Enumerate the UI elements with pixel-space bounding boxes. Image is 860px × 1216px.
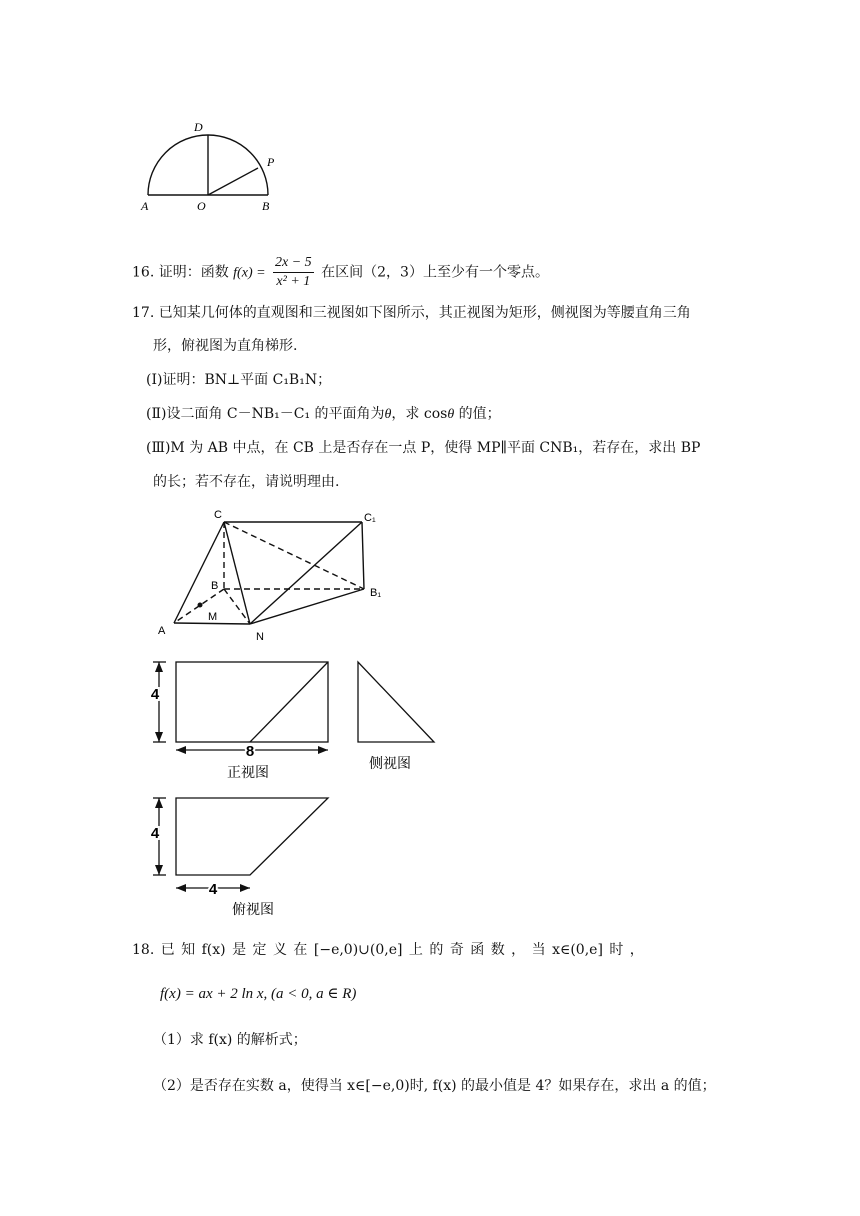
label-a: A bbox=[141, 199, 149, 213]
fraction-denominator: x² + 1 bbox=[276, 274, 311, 289]
function-name: f(x) = bbox=[233, 265, 266, 281]
question-17-part-3-cont: 的长；若不存在，请说明理由. bbox=[153, 474, 340, 490]
label-b1: B₁ bbox=[370, 587, 382, 599]
label-m: M bbox=[208, 611, 218, 623]
question-18-part-1: （1）求 f(x) 的解析式； bbox=[153, 1032, 307, 1048]
top-view bbox=[150, 798, 328, 888]
side-view-caption: 侧视图 bbox=[369, 756, 411, 772]
theta-symbol: θ bbox=[447, 407, 455, 422]
label-d: D bbox=[194, 120, 203, 134]
question-text: ，求 cos bbox=[391, 406, 448, 422]
front-view-caption: 正视图 bbox=[227, 765, 269, 781]
question-17-line-2: 形，俯视图为直角梯形. bbox=[153, 338, 298, 354]
question-text: (Ⅱ)设二面角 C－NB₁－C₁ 的平面角为 bbox=[146, 406, 385, 422]
label-c: C bbox=[214, 509, 222, 521]
point-m bbox=[198, 603, 203, 608]
question-number: 16. bbox=[132, 264, 155, 281]
fraction-numerator: 2x − 5 bbox=[273, 254, 314, 273]
top-width-label: 4 bbox=[208, 881, 218, 898]
front-width-label: 8 bbox=[245, 743, 255, 760]
label-a: A bbox=[158, 625, 166, 637]
label-p: P bbox=[267, 155, 275, 169]
label-n: N bbox=[256, 631, 264, 643]
question-text: . 已 知 f(x) 是 定 义 在 [−e,0)∪(0,e] 上 的 奇 函 数 ， 当 x∈(0,e] 时 ， bbox=[149, 942, 644, 958]
question-17-part-1: (Ⅰ)证明：BN⊥平面 C₁B₁N； bbox=[146, 372, 332, 388]
question-text: 证明：函数 bbox=[158, 264, 229, 281]
top-view-caption: 俯视图 bbox=[232, 902, 274, 918]
question-18-line-2: f(x) = ax + 2 ln x, (a < 0, a ∈ R) bbox=[160, 986, 357, 1002]
question-17-part-3: (Ⅲ)M 为 AB 中点，在 CB 上是否存在一点 P，使得 MP∥平面 CNB₁，若存在，求出 BP bbox=[146, 440, 701, 456]
question-number: 17. bbox=[132, 305, 155, 321]
label-b: B bbox=[211, 580, 219, 592]
label-b: B bbox=[262, 199, 270, 213]
front-height-label: 4 bbox=[150, 686, 160, 703]
question-text: 的值； bbox=[454, 406, 501, 422]
question-text: 已知某几何体的直观图和三视图如下图所示，其正视图为矩形，侧视图为等腰直角三角 bbox=[158, 305, 691, 321]
front-view bbox=[150, 662, 328, 750]
theta-symbol: θ bbox=[384, 407, 392, 422]
question-text: 在区间（2，3）上至少有一个零点。 bbox=[321, 264, 549, 281]
question-18-part-2: （2）是否存在实数 a，使得当 x∈[−e,0)时, f(x) 的最小值是 4？如果存在，求出 a 的值； bbox=[153, 1078, 716, 1094]
solid-figure bbox=[174, 522, 364, 624]
top-height-label: 4 bbox=[150, 825, 160, 842]
question-number: 18 bbox=[132, 942, 150, 958]
side-view bbox=[358, 662, 434, 742]
label-o: O bbox=[197, 199, 206, 213]
question-18-line-1 bbox=[132, 940, 644, 960]
label-c1: C₁ bbox=[364, 512, 376, 524]
